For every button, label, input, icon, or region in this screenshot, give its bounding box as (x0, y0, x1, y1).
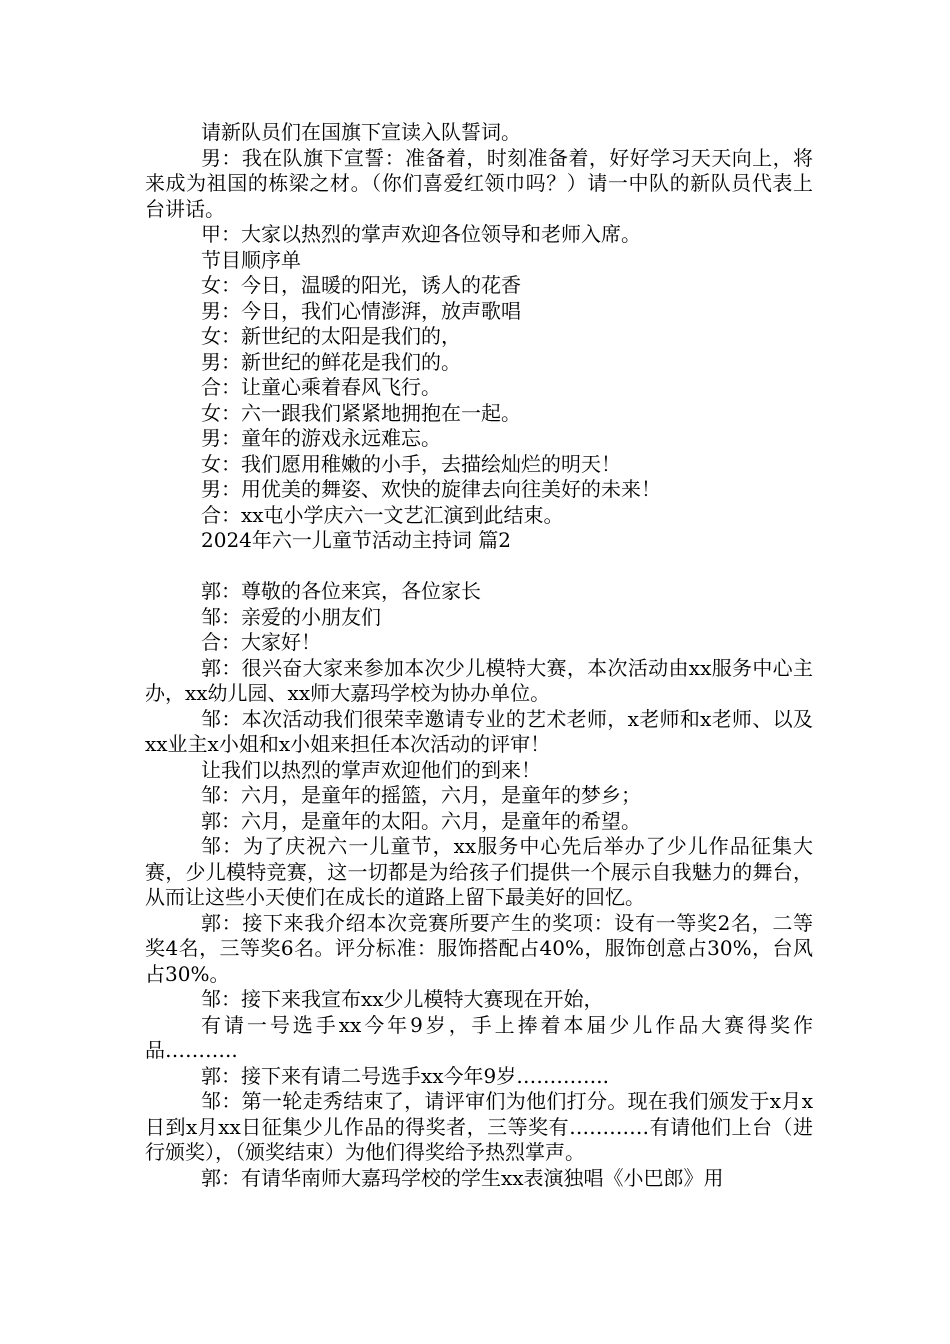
paragraph: 郭：很兴奋大家来参加本次少儿模特大赛，本次活动由xx服务中心主办，xx幼儿园、xx师大嘉玛学校为协办单位。 (145, 655, 813, 705)
section-heading: 2024年六一儿童节活动主持词 篇2 (201, 528, 511, 552)
paragraph: 男：新世纪的鲜花是我们的。 (201, 349, 461, 374)
paragraph: 请新队员们在国旗下宣读入队誓词。 (201, 120, 521, 144)
paragraph: 让我们以热烈的掌声欢迎他们的到来！ (201, 757, 541, 782)
paragraph: 男：童年的游戏永远难忘。 (201, 426, 441, 450)
document-body (145, 120, 813, 1191)
paragraph: 邹：第一轮走秀结束了，请评审们为他们打分。现在我们颁发于x月x日到x月xx日征集少儿作品的得奖者，三等奖有…………有请他们上台（进行颁奖），（颁奖结束）为他们得奖给予热烈掌声。 (145, 1089, 813, 1164)
paragraph: 郭：接下来有请二号选手xx今年9岁………….. (201, 1063, 609, 1088)
paragraph: 郭：接下来我介绍本次竞赛所要产生的奖项：设有一等奖2名，二等奖4名，三等奖6名。评分标准：服饰搭配占40%，服饰创意占30%，台风占30%。 (145, 910, 813, 986)
paragraph: 合：xx屯小学庆六一文艺汇演到此结束。 (201, 502, 564, 527)
paragraph: 男：今日，我们心情澎湃，放声歌唱 (201, 298, 521, 323)
paragraph: 邹：为了庆祝六一儿童节，xx服务中心先后举办了少儿作品征集大赛，少儿模特竞赛，这一切都是为给孩子们提供一个展示自我魅力的舞台，从而让这些小天使们在成长的道路上留下最美好的回忆。 (145, 834, 813, 909)
paragraph: 邹：本次活动我们很荣幸邀请专业的艺术老师，x老师和x老师、以及xx业主x小姐和x小姐来担任本次活动的评审！ (145, 706, 813, 756)
paragraph: 男：我在队旗下宣誓：准备着，时刻准备着，好好学习天天向上，将来成为祖国的栋梁之材。（你们喜爱红领巾吗？）请一中队的新队员代表上台讲话。 (145, 145, 813, 221)
paragraph: 女：六一跟我们紧紧地拥抱在一起。 (201, 400, 521, 425)
paragraph: 邹：接下来我宣布xx少儿模特大赛现在开始， (201, 987, 604, 1011)
paragraph: 女：今日，温暖的阳光，诱人的花香 (201, 273, 521, 297)
paragraph: 女：新世纪的太阳是我们的， (201, 324, 461, 348)
paragraph: 邹：亲爱的小朋友们 (201, 604, 381, 629)
paragraph: 邹：六月，是童年的摇篮，六月，是童年的梦乡； (201, 783, 641, 807)
paragraph: 甲：大家以热烈的掌声欢迎各位领导和老师入席。 (201, 222, 641, 246)
paragraph: 合：大家好！ (201, 630, 321, 654)
blank-line (145, 554, 813, 580)
paragraph: 女：我们愿用稚嫩的小手，去描绘灿烂的明天！ (201, 451, 621, 476)
paragraph: 节目顺序单 (201, 247, 301, 272)
paragraph: 郭：尊敬的各位来宾，各位家长 (201, 579, 481, 603)
paragraph: 郭：有请华南师大嘉玛学校的学生xx表演独唱《小巴郎》用 (201, 1165, 724, 1190)
paragraph: 合：让童心乘着春风飞行。 (201, 375, 441, 399)
paragraph: 有请一号选手xx今年9岁，手上捧着本届少儿作品大赛得奖作品……….. (145, 1012, 813, 1062)
paragraph: 郭：六月，是童年的太阳。六月，是童年的希望。 (201, 808, 641, 833)
paragraph: 男：用优美的舞姿、欢快的旋律去向往美好的未来！ (201, 477, 661, 501)
